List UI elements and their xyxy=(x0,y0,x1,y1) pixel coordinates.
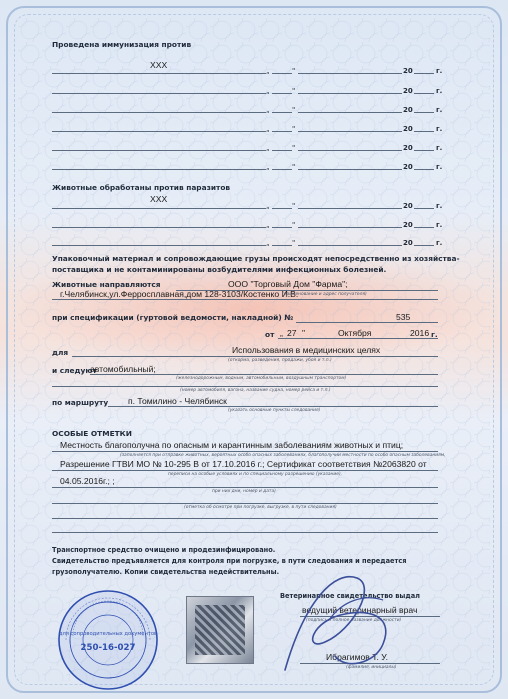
route-label: по маршруту xyxy=(52,398,109,407)
immunization-date-row-1: „ " 20 г. xyxy=(52,64,452,74)
stamp-inner-text: для сопроводительных документов xyxy=(58,631,158,637)
parasites-label: Животные обработаны против паразитов xyxy=(52,183,231,192)
special-marks-heading: ОСОБЫЕ ОТМЕТКИ xyxy=(52,429,132,438)
date-month: Октября xyxy=(338,328,372,338)
purpose-value: Использования в медицинских целях xyxy=(232,345,381,355)
signatory-position: ведущий ветеринарный врач xyxy=(302,605,418,615)
parasites-date-row-3: „ " 20 г. xyxy=(52,236,452,246)
immunization-date-row-6: „ " 20 г. xyxy=(52,160,452,170)
shipment-label: Животные направляются xyxy=(52,280,161,289)
date-quote-open: „ xyxy=(280,328,283,338)
packaging-line-1: Упаковочный материал и сопровождающие грузы происходят непосредственно из хозяйства- xyxy=(52,254,460,263)
parasites-date-row-1: „ " 20 г. xyxy=(52,199,452,209)
consignee-address-caption: (наименование и адрес получателя) xyxy=(282,292,367,297)
special-marks-rule-3 xyxy=(52,487,438,488)
purpose-label: для xyxy=(52,348,69,357)
parasites-value: XXX xyxy=(150,194,168,204)
immunization-date-row-2: „ " 20 г. xyxy=(52,84,452,94)
round-stamp xyxy=(56,588,160,692)
immunization-date-row-4: „ " 20 г. xyxy=(52,122,452,132)
special-marks-caption-2: переписи на особые условиях и по специальному разрешению (указание), xyxy=(168,472,343,477)
packaging-line-2: поставщика и не контаминированы возбудителями инфекционных болезней. xyxy=(52,265,387,274)
special-marks-rule-4 xyxy=(52,503,438,504)
immunization-label: Проведена иммунизация против xyxy=(52,40,192,49)
date-year: 2016 xyxy=(410,328,430,338)
route-value: п. Томилино - Челябинск xyxy=(128,396,227,406)
disinfection-line-1: Транспортное средство очищено и продезинфицировано. xyxy=(52,546,276,554)
special-marks-rule-2 xyxy=(52,470,438,471)
issued-by-label: Ветеринарное свидетельство выдал xyxy=(280,592,420,600)
consignee-address-line xyxy=(52,299,438,300)
signatory-position-caption: (подпись и полное название должности) xyxy=(306,618,402,623)
immunization-value: XXX xyxy=(150,60,168,70)
disinfection-line-2: Свидетельство предъявляется для контроля при погрузке, в пути следования и передается xyxy=(52,557,407,565)
consignee-value: ООО "Торговый Дом "Фарма"; xyxy=(228,279,348,289)
special-marks-caption-1: (заполняется при отправке животных, вероятных особо опасных заболеваниях, благополучии местности по особо опасным заболеваниям, xyxy=(120,453,446,458)
special-marks-caption-3: при них дни, номер и дата) xyxy=(212,489,276,494)
date-year-suffix: г. xyxy=(431,330,438,339)
special-marks-line-1: Местность благополучна по опасным и карантинным заболеваниям животных и птиц; xyxy=(60,440,404,450)
transport-line xyxy=(90,374,438,375)
date-day: 27 xyxy=(287,328,297,338)
stamp-number: 250-16-027 xyxy=(80,643,136,653)
signatory-name: Ибрагимов Т. У. xyxy=(326,652,389,662)
signature xyxy=(265,560,418,690)
date-quote-close: " xyxy=(302,328,306,338)
date-line xyxy=(278,338,438,339)
disinfection-line-3: грузополучателю. Копии свидетельства недействительны. xyxy=(52,568,280,576)
vehicle-line xyxy=(52,386,438,387)
special-marks-line-3: 04.05.2016г.; ; xyxy=(60,476,115,486)
spec-label: при спецификации (гуртовой ведомости, накладной) № xyxy=(52,313,294,322)
transport-label: и следуют xyxy=(52,366,97,375)
date-from-label: от xyxy=(265,330,275,339)
special-marks-line-2: Разрешение ГТВИ МО № 10-295 В от 17.10.2016 г.; Сертификат соответствия №2063820 от xyxy=(60,459,427,469)
special-marks-rule-1 xyxy=(52,451,438,452)
purpose-caption: (откорма, разведения, продажи, убоя и т.п.) xyxy=(228,358,332,363)
purpose-line xyxy=(72,356,438,357)
vehicle-caption: (номер автомобиля, вагона, название судна, номер рейса и т.п.) xyxy=(180,388,331,393)
hologram-seal xyxy=(186,596,254,664)
transport-value: автомобильный; xyxy=(90,364,156,374)
immunization-date-row-5: „ " 20 г. xyxy=(52,141,452,151)
route-line xyxy=(108,406,438,407)
special-marks-caption-4: (отметка об осмотре при погрузке, выгрузке, в пути следования) xyxy=(184,505,337,510)
spec-number-line xyxy=(296,322,438,323)
signatory-name-caption: (фамилия, инициалы) xyxy=(346,665,397,670)
special-marks-rule-6 xyxy=(52,532,438,533)
immunization-date-row-3: „ " 20 г. xyxy=(52,103,452,113)
spec-number: 535 xyxy=(396,312,411,322)
route-caption: (указать основные пункты следования) xyxy=(228,408,321,413)
special-marks-rule-5 xyxy=(52,518,438,519)
consignee-address-value: г.Челябинск,ул.Ферросплавная,дом 128-3103/Костенко И.В. xyxy=(60,289,299,299)
parasites-date-row-2: „ " 20 г. xyxy=(52,218,452,228)
transport-caption: (железнодорожным, водным, автомобильным, воздушным транспортом) xyxy=(176,376,347,381)
